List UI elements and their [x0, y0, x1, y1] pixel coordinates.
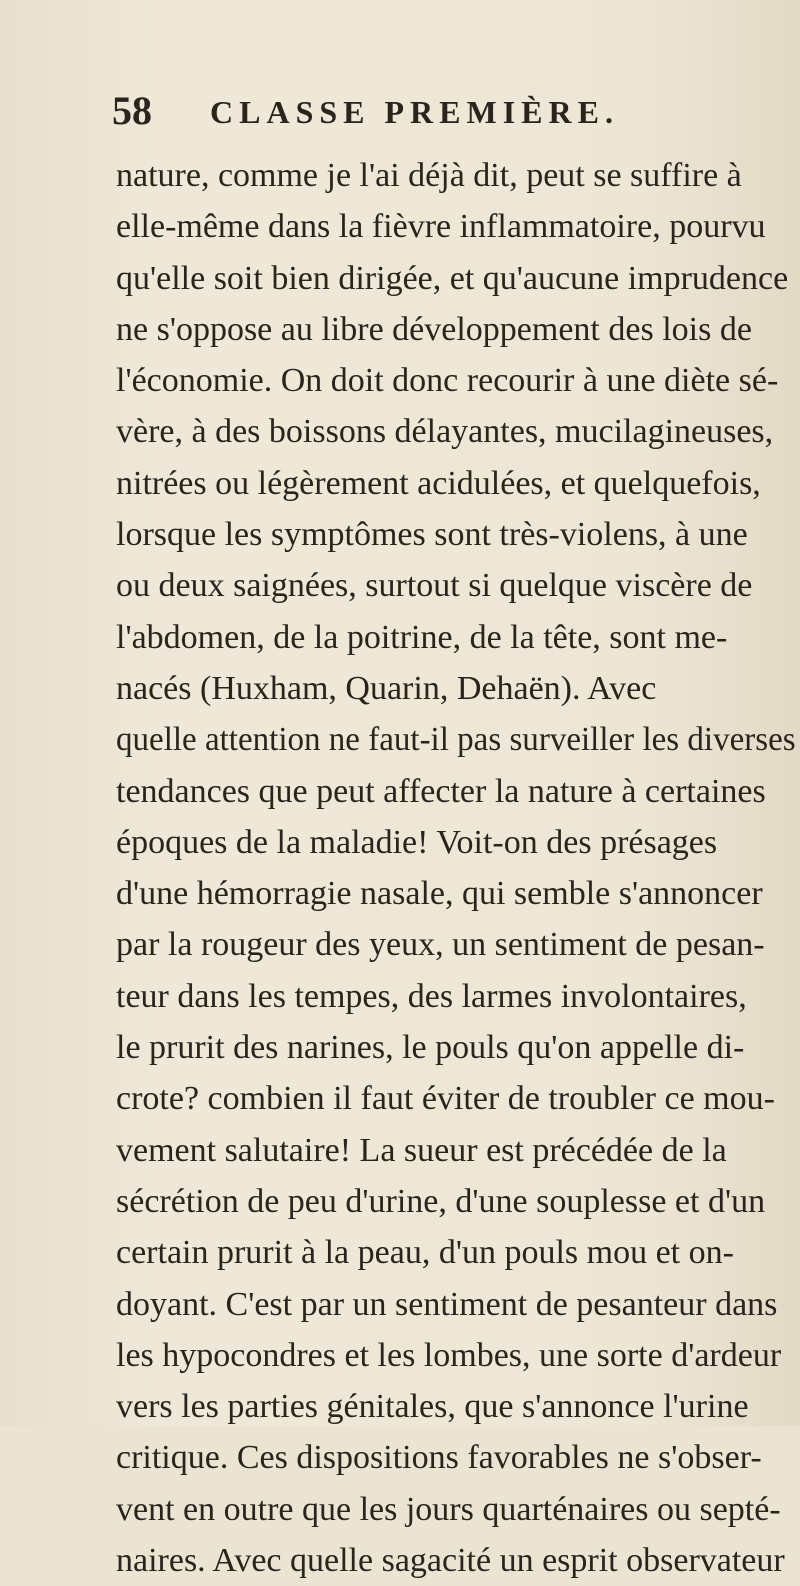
text-line: sécrétion de peu d'urine, d'une souplesse et d'un: [116, 1182, 766, 1220]
text-line: crote? combien il faut éviter de troubler ce mou-: [116, 1080, 775, 1118]
text-line: certain prurit à la peau, d'un pouls mou et on-: [116, 1234, 734, 1272]
page-number: 58: [112, 88, 152, 133]
text-line: qu'elle soit bien dirigée, et qu'aucune imprudence: [116, 259, 789, 297]
text-line: vement salutaire! La sueur est précédée de la: [116, 1131, 727, 1169]
page-header: [112, 86, 772, 136]
text-line: elle-même dans la fièvre inflammatoire, pourvu: [116, 208, 766, 246]
text-line: l'économie. On doit donc recourir à une diète sé-: [116, 362, 779, 400]
text-line: vent en outre que les jours quarténaires ou septé-: [116, 1490, 781, 1528]
text-line: le prurit des narines, le pouls qu'on appelle di-: [116, 1029, 745, 1067]
text-line: nature, comme je l'ai déjà dit, peut se suffire à: [116, 157, 742, 194]
text-line: par la rougeur des yeux, un sentiment de pesan-: [116, 926, 765, 964]
running-head: CLASSE PREMIÈRE.: [210, 94, 619, 130]
text-line: vers les parties génitales, que s'annonce l'urine: [116, 1388, 749, 1426]
text-line: époques de la maladie! Voit-on des présages: [116, 823, 718, 861]
text-line: ne s'oppose au libre développement des lois de: [116, 310, 752, 348]
text-line: nitrées ou légèrement acidulées, et quelquefois,: [116, 464, 761, 502]
text-line: ou deux saignées, surtout si quelque viscère de: [116, 567, 753, 605]
text-line: lorsque les symptômes sont très-violens, à une: [116, 516, 748, 554]
text-line: doyant. C'est par un sentiment de pesanteur dans: [116, 1285, 778, 1323]
text-line: teur dans les tempes, des larmes involontaires,: [116, 977, 747, 1015]
text-line: quelle attention ne faut-il pas surveiller les diverses: [116, 721, 796, 759]
text-line: naires. Avec quelle sagacité un esprit observateur: [116, 1542, 785, 1580]
text-line: tendances que peut affecter la nature à certaines: [116, 772, 766, 810]
text-line: l'abdomen, de la poitrine, de la tête, sont me-: [116, 618, 728, 656]
text-line: vère, à des boissons délayantes, mucilagineuses,: [116, 413, 774, 451]
text-line: nacés (Huxham, Quarin, Dehaën). Avec: [116, 669, 657, 707]
text-line: les hypocondres et les lombes, une sorte d'ardeur: [116, 1336, 782, 1374]
text-line: d'une hémorragie nasale, qui semble s'annoncer: [116, 875, 763, 913]
text-line: critique. Ces dispositions favorables ne s'obser-: [116, 1439, 762, 1477]
body-text: [116, 150, 796, 1586]
